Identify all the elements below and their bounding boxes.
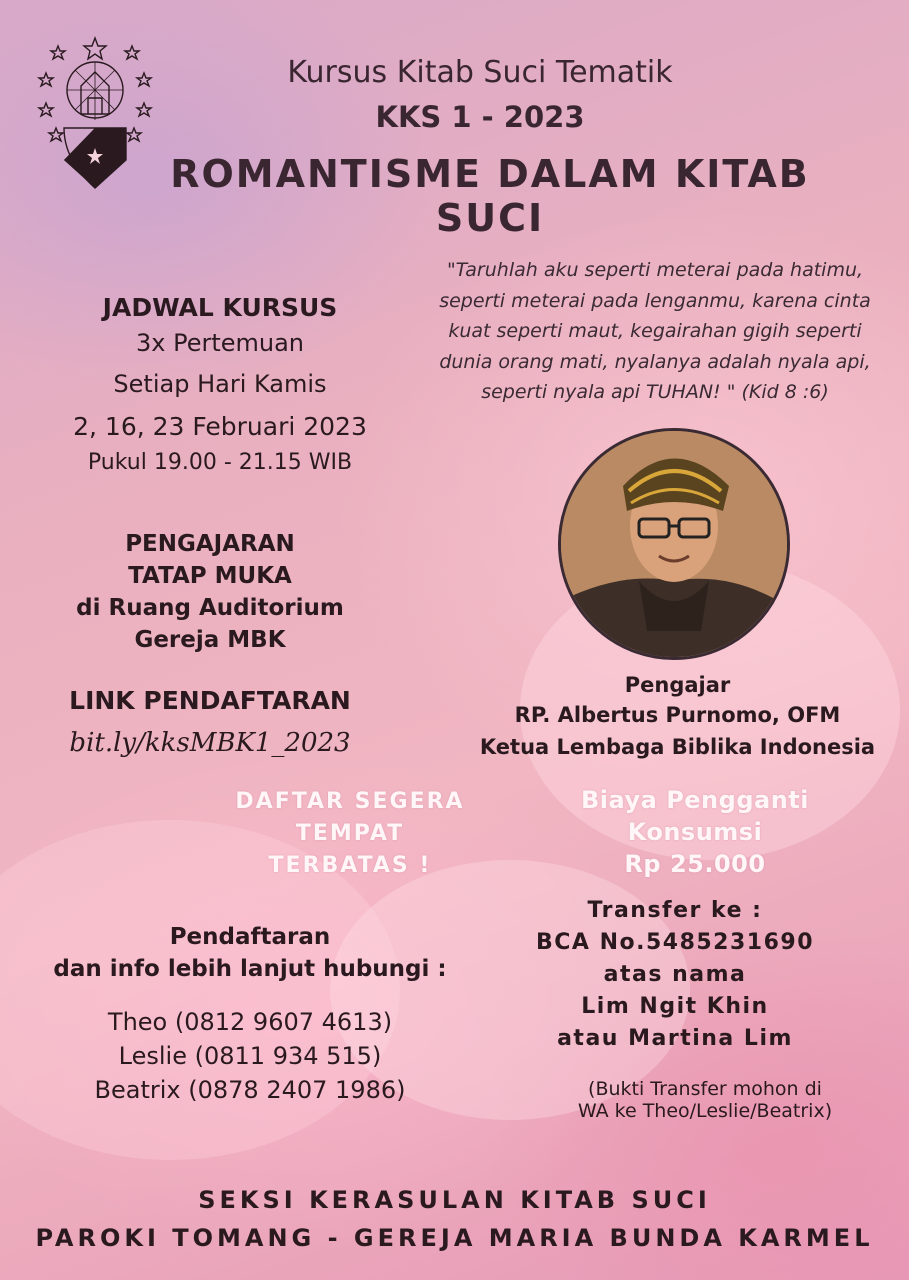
bank-account: BCA No.5485231690	[535, 930, 815, 955]
teacher-title: Ketua Lembaga Biblika Indonesia	[479, 735, 876, 759]
urgent-notice	[190, 786, 510, 882]
contact-leslie: Leslie (0811 934 515)	[118, 1042, 382, 1070]
transfer-note-line: (Bukti Transfer mohon di	[588, 1078, 822, 1100]
footer-ministry: SEKSI KERASULAN KITAB SUCI	[198, 1186, 711, 1214]
quote-line: seperti meterai pada lenganmu, karena cinta	[439, 289, 871, 312]
urgent-line: DAFTAR SEGERA	[235, 789, 465, 814]
registration-link[interactable]: bit.ly/kksMBK1_2023	[69, 728, 351, 758]
bible-quote	[420, 255, 890, 408]
contact-theo: Theo (0812 9607 4613)	[107, 1008, 393, 1036]
schedule-dates: 2, 16, 23 Februari 2023	[73, 412, 367, 441]
teacher-photo	[558, 428, 790, 660]
transfer-note	[520, 1078, 890, 1122]
fee-line: Konsumsi	[627, 818, 763, 846]
schedule-day: Setiap Hari Kamis	[113, 370, 327, 398]
transfer-heading: Transfer ke :	[587, 898, 763, 923]
teacher-portrait	[561, 431, 787, 657]
course-series-title: Kursus Kitab Suci Tematik	[287, 55, 673, 90]
venue-info	[20, 528, 400, 656]
teacher-name: RP. Albertus Purnomo, OFM	[514, 703, 841, 727]
quote-line: kuat seperti maut, kegairahan gigih seperti	[448, 320, 862, 342]
quote-line: dunia orang mati, nyalanya adalah nyala api,	[439, 350, 871, 373]
quote-line: "Taruhlah aku seperti meterai pada hatimu,	[446, 259, 864, 281]
course-theme-title: ROMANTISME DALAM KITAB SUCI	[170, 152, 810, 240]
account-name-secondary: atau Martina Lim	[557, 1026, 793, 1051]
registration-heading: LINK PENDAFTARAN	[69, 686, 351, 715]
account-name-label: atas nama	[603, 962, 747, 987]
course-code: KKS 1 - 2023	[375, 100, 585, 134]
schedule-time: Pukul 19.00 - 21.15 WIB	[87, 450, 353, 475]
venue-line: PENGAJARAN	[125, 531, 295, 557]
schedule-heading: JADWAL KURSUS	[102, 293, 338, 322]
contact-subheading: dan info lebih lanjut hubungi :	[53, 956, 447, 982]
fee-amount: Rp 25.000	[624, 850, 766, 878]
contact-heading: Pendaftaran	[169, 924, 331, 950]
urgent-line: TEMPAT	[295, 821, 405, 846]
venue-line: Gereja MBK	[134, 627, 286, 653]
contact-beatrix: Beatrix (0878 2407 1986)	[94, 1076, 406, 1104]
fee-line: Biaya Pengganti	[581, 786, 809, 814]
schedule-meetings: 3x Pertemuan	[135, 329, 305, 357]
teacher-role: Pengajar	[624, 673, 731, 697]
venue-line: TATAP MUKA	[128, 563, 292, 589]
footer-parish: PAROKI TOMANG - GEREJA MARIA BUNDA KARMEL	[35, 1224, 874, 1252]
venue-line: di Ruang Auditorium	[76, 595, 344, 621]
transfer-note-line: WA ke Theo/Leslie/Beatrix)	[577, 1100, 833, 1122]
account-name-primary: Lim Ngit Khin	[581, 994, 769, 1019]
urgent-line: TERBATAS !	[268, 853, 432, 878]
quote-line: seperti nyala api TUHAN! " (Kid 8 :6)	[481, 381, 829, 403]
fee-info	[540, 784, 850, 880]
